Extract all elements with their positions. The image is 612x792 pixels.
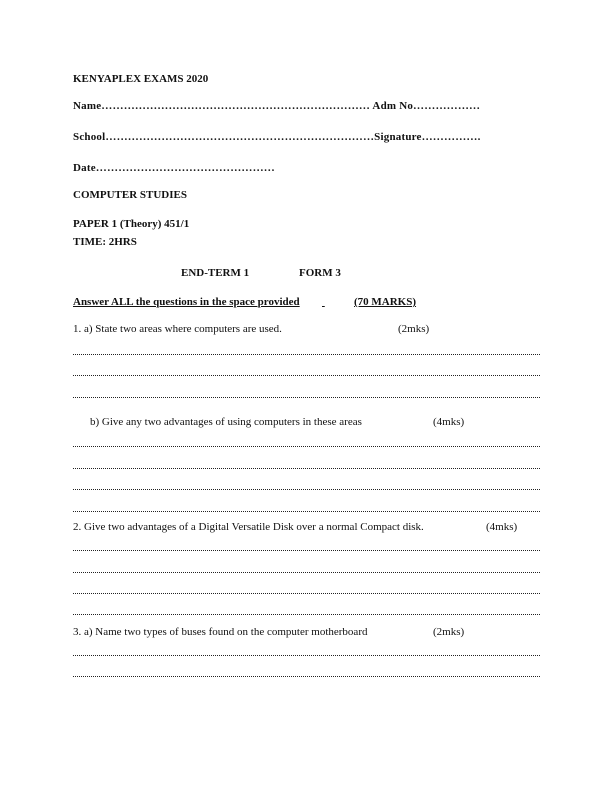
- answer-line[interactable]: [73, 614, 540, 615]
- exam-title: KENYAPLEX EXAMS 2020: [73, 73, 209, 85]
- name-adm-line: Name……………………………………………………………… Adm No………………: [73, 100, 481, 112]
- question-1b: b) Give any two advantages of using computers in these areas: [90, 416, 362, 428]
- answer-line[interactable]: [73, 489, 540, 490]
- answer-line[interactable]: [73, 468, 540, 469]
- answer-line[interactable]: [73, 572, 540, 573]
- date-line: Date…………………………………………: [73, 162, 275, 174]
- answer-line[interactable]: [73, 550, 540, 551]
- form-label: FORM 3: [299, 267, 341, 279]
- question-1a: 1. a) State two areas where computers are used.: [73, 323, 282, 335]
- answer-line[interactable]: [73, 354, 540, 355]
- question-2-marks: (4mks): [486, 521, 518, 533]
- instructions-gap: [322, 296, 354, 309]
- question-3a-marks: (2mks): [433, 626, 465, 638]
- instructions-text: Answer ALL the questions in the space provided: [73, 296, 300, 308]
- instructions-marks: (70 MARKS): [354, 296, 417, 308]
- subject-title: COMPUTER STUDIES: [73, 189, 187, 201]
- answer-line[interactable]: [73, 655, 540, 656]
- answer-line[interactable]: [73, 375, 540, 376]
- school-signature-line: School………………………………………………………………Signature…………….: [73, 131, 481, 143]
- answer-line[interactable]: [73, 511, 540, 512]
- term-label: END-TERM 1: [181, 267, 250, 279]
- question-3a: 3. a) Name two types of buses found on the computer motherboard: [73, 626, 368, 638]
- paper-label: PAPER 1 (Theory) 451/1: [73, 218, 190, 230]
- time-label: TIME: 2HRS: [73, 236, 137, 248]
- answer-line[interactable]: [73, 676, 540, 677]
- answer-line[interactable]: [73, 593, 540, 594]
- question-1a-marks: (2mks): [398, 323, 430, 335]
- answer-line[interactable]: [73, 397, 540, 398]
- answer-line[interactable]: [73, 446, 540, 447]
- question-1b-marks: (4mks): [433, 416, 465, 428]
- question-2: 2. Give two advantages of a Digital Versatile Disk over a normal Compact disk.: [73, 521, 424, 533]
